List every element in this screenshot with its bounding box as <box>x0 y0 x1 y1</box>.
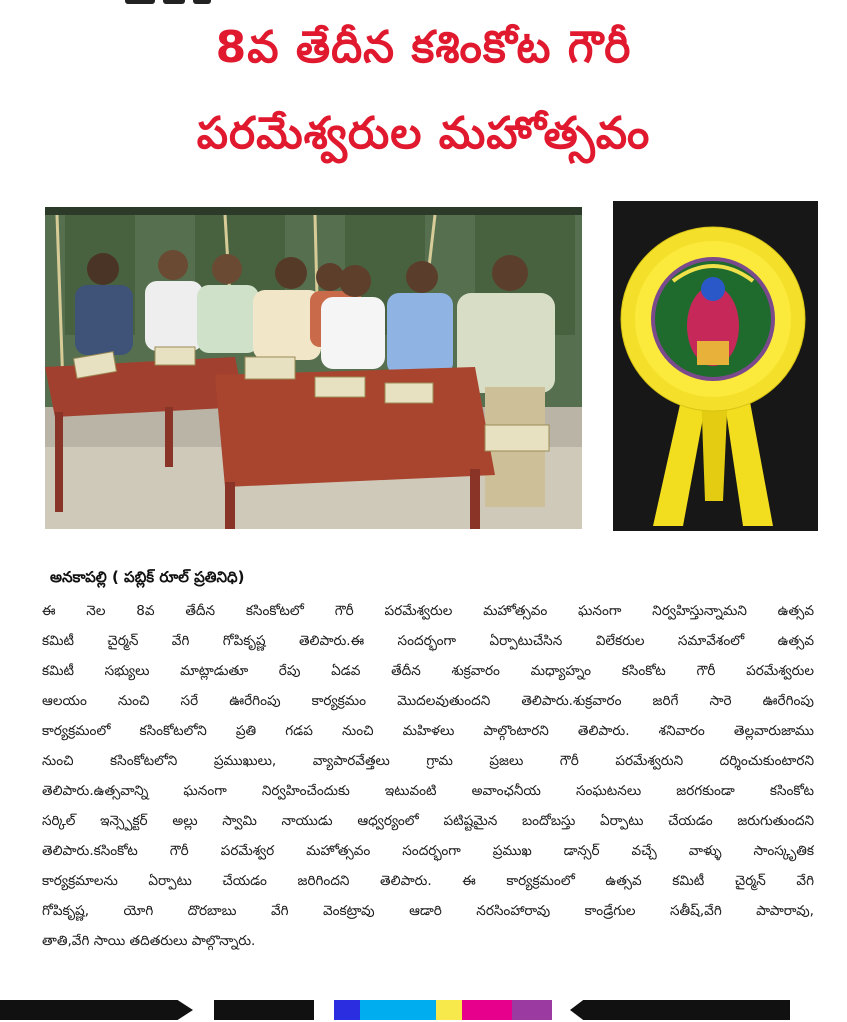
article-line: గోపికృష్ణ, యోగి దొరబాబు వేగి వెంకట్రావు ఆడారి నరసింహారావు కాండ్రేగుల సతీష్,వేగి పాపారావు, <box>42 903 814 919</box>
article-line: సర్కిల్ ఇన్స్పెక్టర్ అల్లు స్వామి నాయుడు ఆధ్వర్యంలో పటిష్టమైన బందోబస్తు ఏర్పాటు చేయడం జరుగుతుందని <box>42 813 814 829</box>
press-meet-illustration <box>45 207 582 529</box>
bar-black-right <box>570 1000 790 1020</box>
bar-black-left <box>0 1000 193 1020</box>
press-meet-photo <box>45 207 582 529</box>
article-line: కార్యక్రమంలో కసింకోటలోని ప్రతి గడప నుంచి మహిళలు పాల్గొంటారని తెలిపారు. శనివారం తెల్లవారుజాము <box>42 723 814 739</box>
article-line: కమిటీ సభ్యులు మాట్లాడుతూ రేపు ఏడవ తేదీన శుక్రవారం మధ్యాహ్నం కసింకోట గౌరీ పరమేశ్వరుల <box>42 663 814 679</box>
article-body <box>42 596 814 956</box>
article-line: ఆలయం నుంచి సరే ఊరేగింపు కార్యక్రమం మొదలవుతుందని తెలిపారు.శుక్రవారం జరిగే సారె ఊరేగింపు <box>42 693 814 709</box>
article-line: కార్యక్రమాలను ఏర్పాటు చేయడం జరిగిందని తెలిపారు. ఈ కార్యక్రమంలో ఉత్సవ కమిటీ చైర్మన్ వేగి <box>42 873 814 889</box>
print-color-bar <box>0 998 847 1022</box>
rosette-illustration <box>613 201 818 531</box>
headline-line-2: పరమేశ్వరుల మహోత్సవం <box>196 108 651 159</box>
article-line: తెలిపారు.కసింకోట గౌరీ పరమేశ్వర మహోత్సవం సందర్భంగా ప్రముఖ డాన్సర్ వచ్చే వాళ్ళు సాంస్కృతిక <box>42 843 814 859</box>
dateline: అనకాపల్లి ( పబ్లిక్ రూల్ ప్రతినిధి) <box>50 568 245 586</box>
article-line: ఈ నెల 8వ తేదీన కసింకోటలో గౌరీ పరమేశ్వరుల మహోత్సవం ఘనంగా నిర్వహిస్తున్నామని ఉత్సవ <box>42 603 814 619</box>
bar-black-mid <box>214 1000 314 1020</box>
bar-blue <box>334 1000 360 1020</box>
article-line: తాతి,వేగి సాయి తదితరులు పాల్గొన్నారు. <box>42 933 256 949</box>
top-clip-fragment <box>125 0 305 6</box>
article-line: తెలిపారు.ఉత్సవాన్ని ఘనంగా నిర్వహించేందుకు ఇటువంటి అవాంఛనీయ సంఘటనలు జరగకుండా కసింకోట <box>42 783 814 799</box>
bar-cyan <box>360 1000 436 1020</box>
deity-rosette-icon <box>613 201 818 531</box>
bar-yellow <box>436 1000 462 1020</box>
bar-purple <box>512 1000 552 1020</box>
article-line: కమిటీ చైర్మన్ వేగి గోపికృష్ణ తెలిపారు.ఈ సందర్భంగా ఏర్పాటుచేసిన విలేకరుల సమావేశంలో ఉత్సవ <box>42 633 814 649</box>
bar-magenta <box>462 1000 512 1020</box>
article-line: నుంచి కసింకోటలోని ప్రముఖులు, వ్యాపారవేత్తలు గ్రామ ప్రజలు గౌరీ పరమేశ్వరుని దర్శించుకుంటారని <box>42 753 814 769</box>
headline-line-1: 8వ తేదీన కశింకోట గౌరీ <box>215 22 632 73</box>
